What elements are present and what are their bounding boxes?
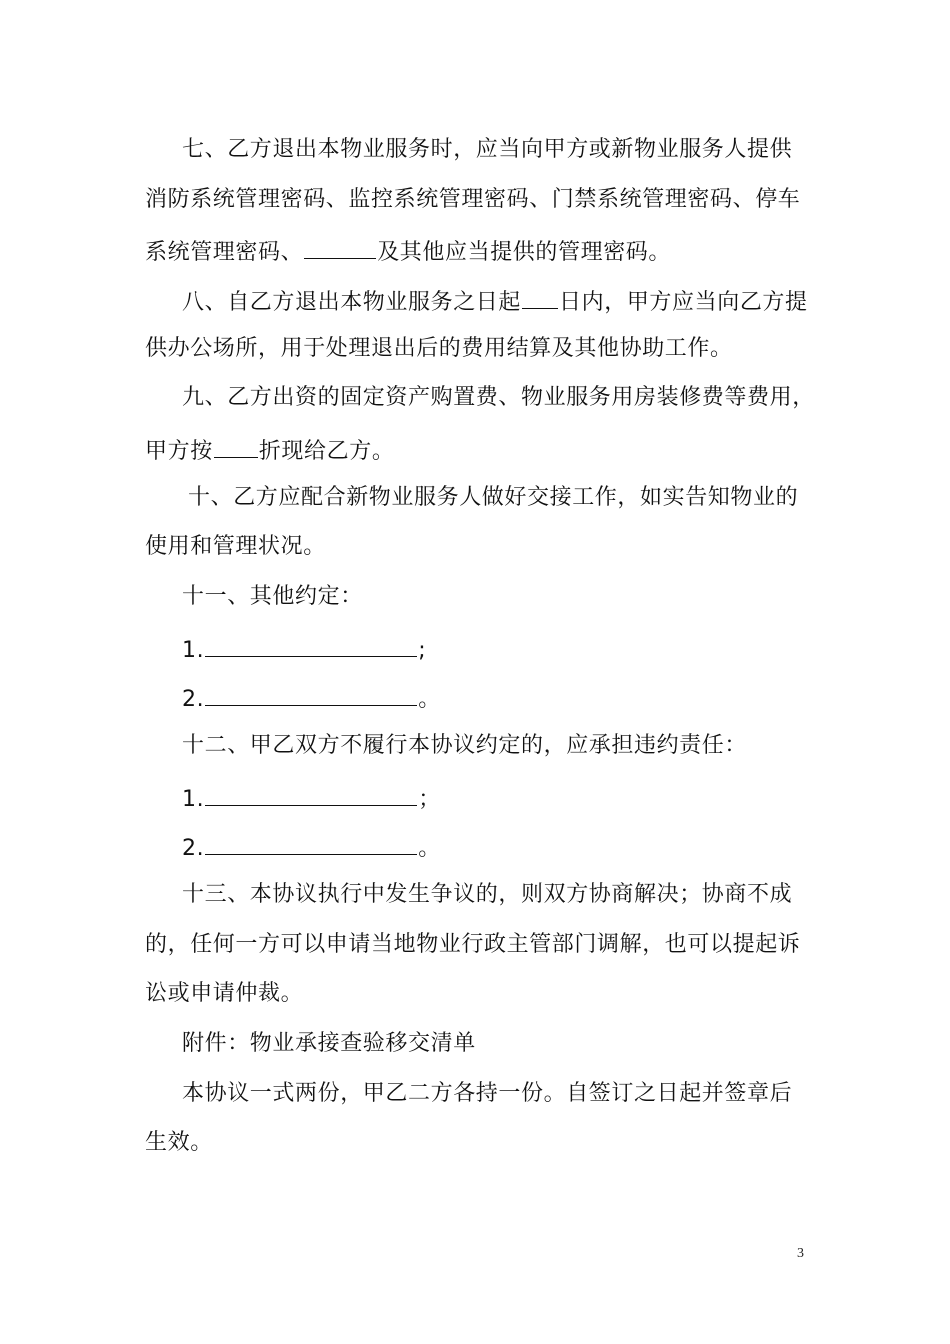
list-end-punct: 。: [418, 687, 441, 712]
clause-9-line-2: [145, 433, 394, 467]
clause-13-line-3: 讼或申请仲裁。: [145, 981, 304, 1006]
clause-12-heading: 十二、甲乙双方不履行本协议约定的，应承担违约责任：: [182, 733, 748, 758]
list-number: 2.: [182, 836, 205, 861]
page-number: 3: [797, 1246, 804, 1261]
clause-7-line-3: [145, 234, 671, 268]
clause-11-heading: 十一、其他约定：: [182, 584, 363, 609]
clause-8-line-1: [182, 284, 808, 318]
clause-9-text-before-blank: 甲方按: [145, 439, 213, 464]
fill-blank-other-1: [205, 632, 417, 657]
clause-13-line-2: 的，任何一方可以申请当地物业行政主管部门调解，也可以提起诉: [145, 932, 801, 957]
list-end-punct: 。: [418, 836, 441, 861]
clause-7-line-2: 消防系统管理密码、监控系统管理密码、门禁系统管理密码、停车: [145, 187, 801, 212]
list-number: 1.: [182, 787, 205, 812]
clause-10-line-1: 十、乙方应配合新物业服务人做好交接工作，如实告知物业的: [188, 485, 799, 510]
fill-blank-other-2: [205, 681, 417, 706]
closing-line-1: 本协议一式两份，甲乙二方各持一份。自签订之日起并签章后: [182, 1081, 793, 1106]
clause-9-text-after-blank: 折现给乙方。: [258, 439, 395, 464]
clause-8-text-after-blank: 日内，甲方应当向乙方提: [559, 290, 808, 315]
clause-11-item-2: [182, 681, 441, 715]
attachment-note: 附件：物业承接查验移交清单: [182, 1031, 476, 1056]
clause-11-item-1: [182, 632, 426, 666]
fill-blank-liability-1: [205, 781, 417, 806]
closing-line-2: 生效。: [145, 1130, 213, 1155]
clause-7-line-1: 七、乙方退出本物业服务时，应当向甲方或新物业服务人提供: [182, 137, 793, 162]
clause-12-item-2: [182, 830, 441, 864]
clause-7-text-before-blank: 系统管理密码、: [145, 240, 304, 265]
fill-blank-liability-2: [205, 830, 417, 855]
clause-9-line-1: 九、乙方出资的固定资产购置费、物业服务用房装修费等费用，: [182, 385, 815, 410]
fill-blank-days: [522, 284, 558, 309]
clause-7-text-after-blank: 及其他应当提供的管理密码。: [377, 240, 672, 265]
list-number: 1.: [182, 638, 205, 663]
list-end-punct: ；: [418, 787, 441, 812]
list-end-punct: ;: [418, 638, 427, 663]
clause-12-item-1: [182, 781, 441, 815]
list-number: 2.: [182, 687, 205, 712]
clause-8-text-before-blank: 八、自乙方退出本物业服务之日起: [182, 290, 522, 315]
fill-blank-password: [304, 234, 376, 259]
clause-8-line-2: 供办公场所，用于处理退出后的费用结算及其他协助工作。: [145, 336, 733, 361]
clause-13-line-1: 十三、本协议执行中发生争议的，则双方协商解决；协商不成: [182, 882, 793, 907]
clause-10-line-2: 使用和管理状况。: [145, 534, 326, 559]
fill-blank-discount: [214, 433, 258, 458]
